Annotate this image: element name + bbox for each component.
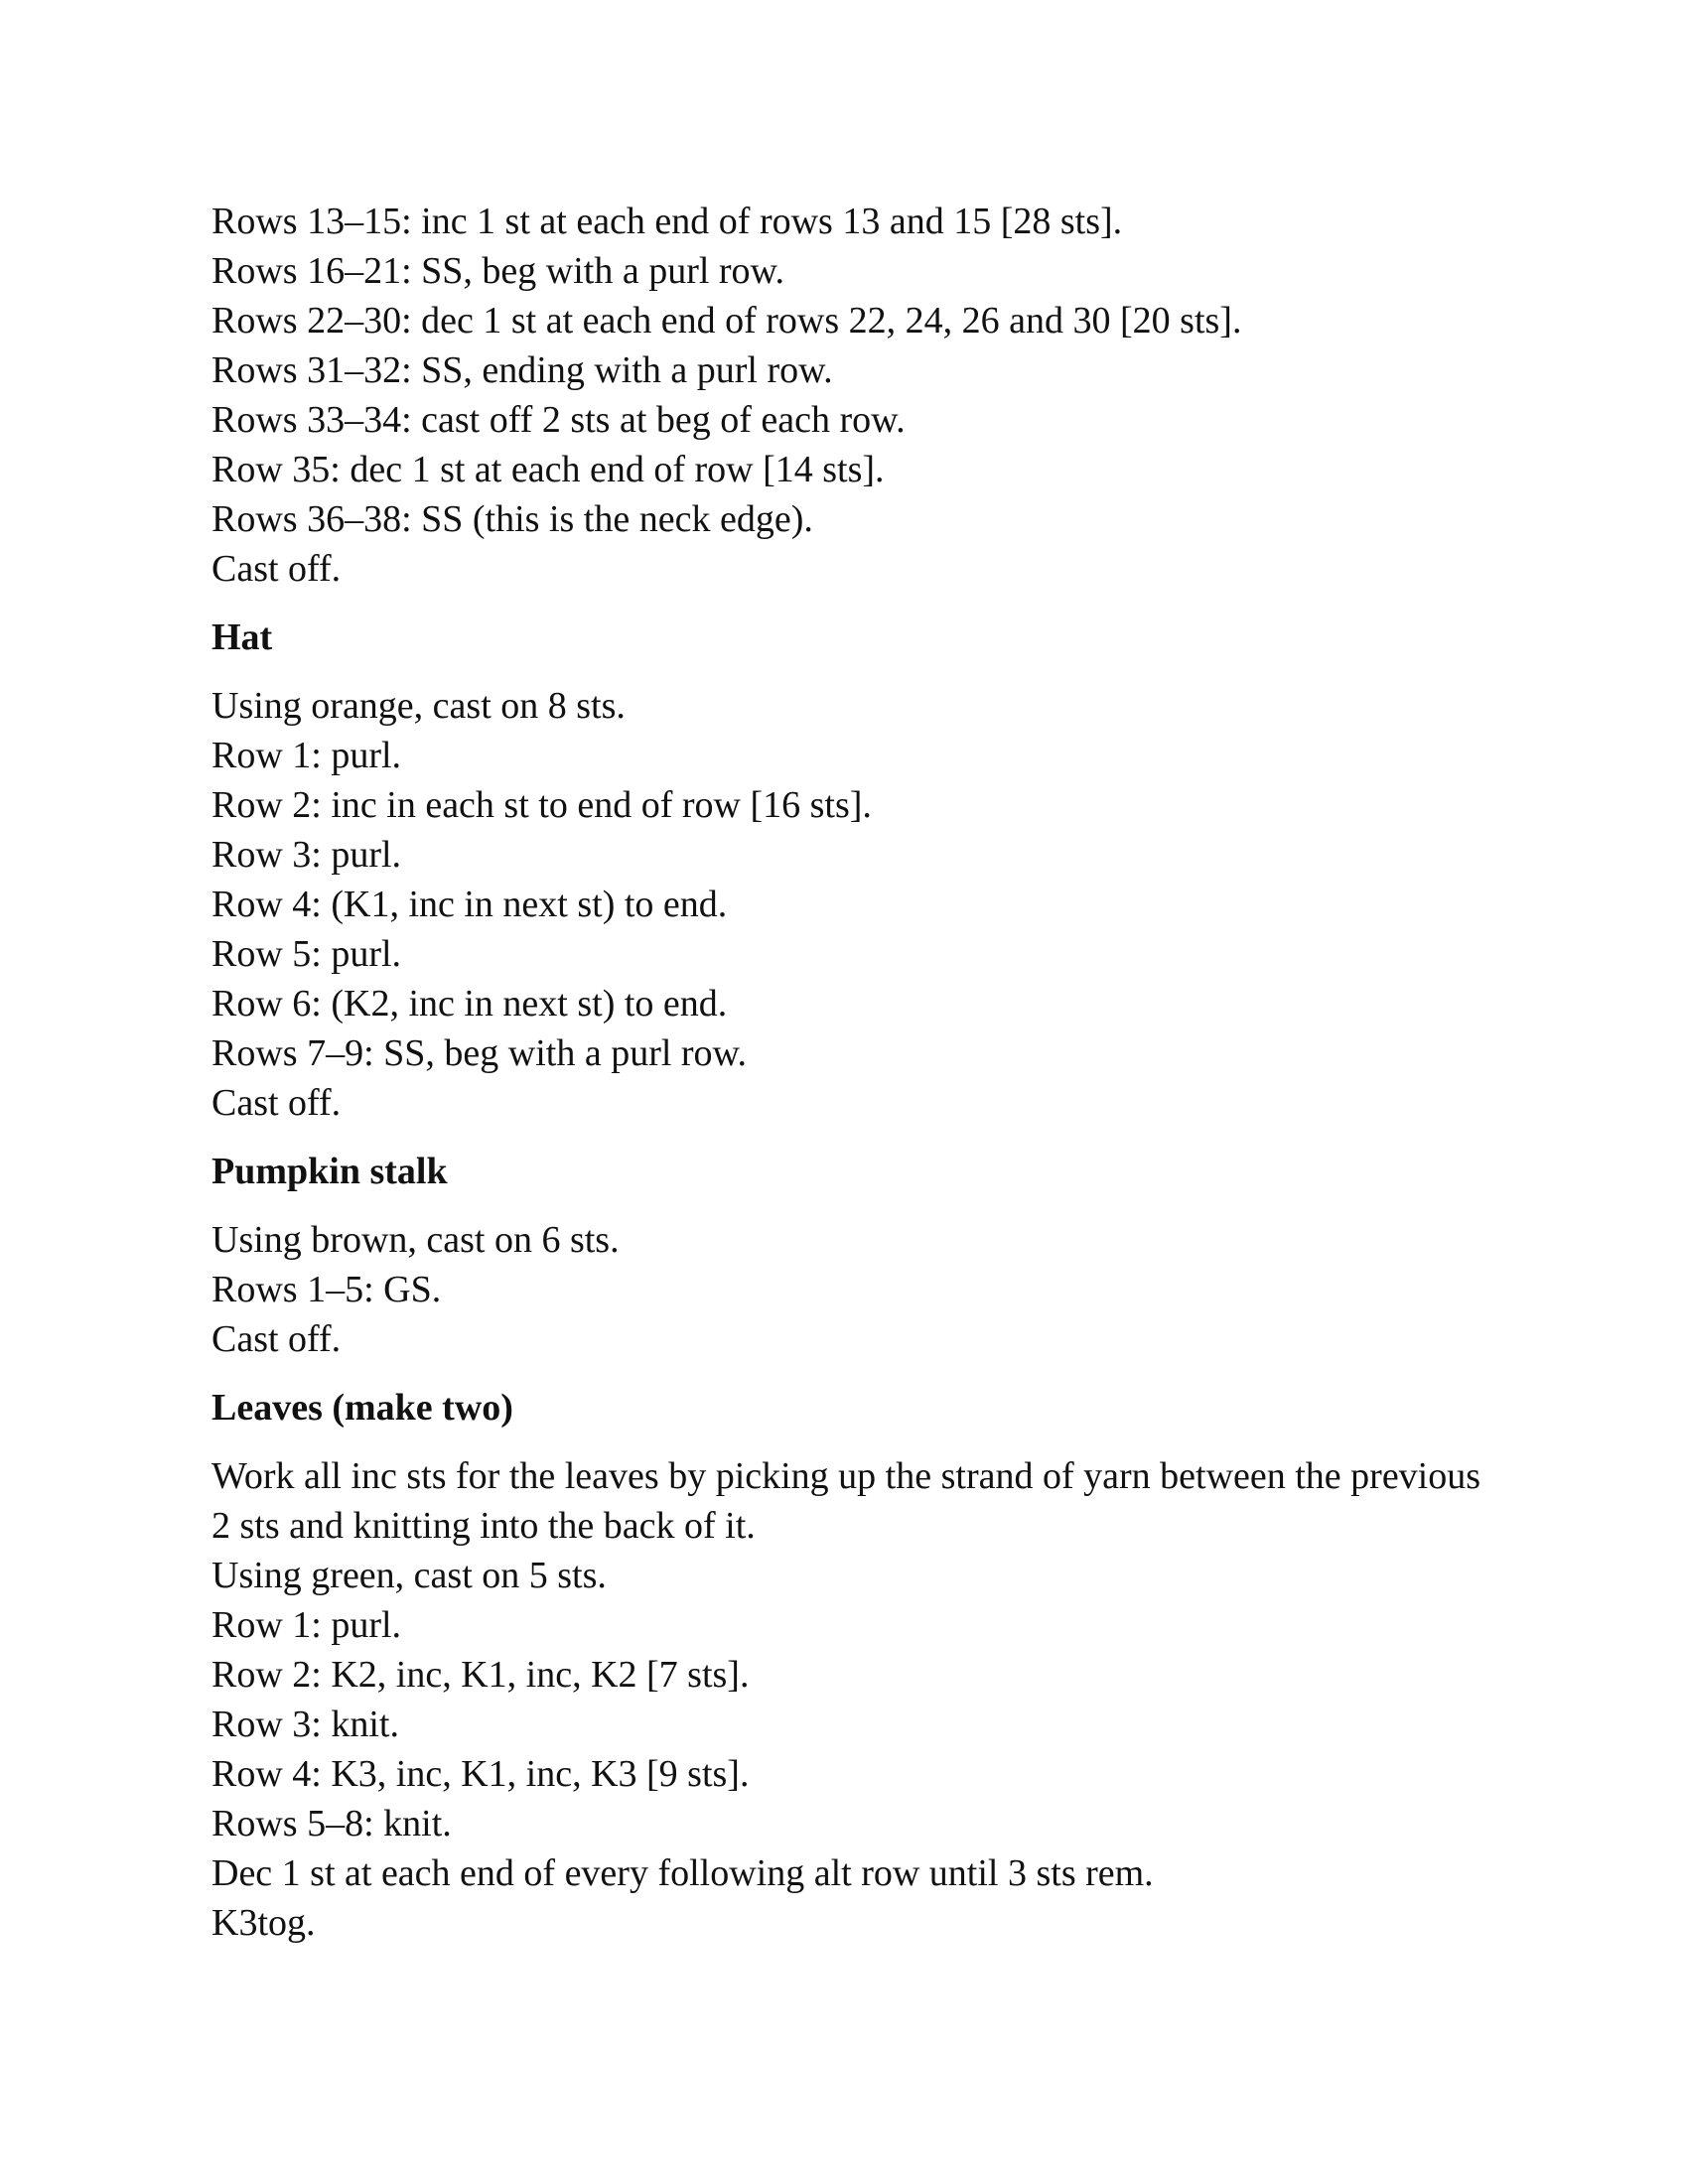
body-section bbox=[211, 197, 1502, 594]
leaves-section bbox=[211, 1383, 1502, 1948]
pattern-page bbox=[211, 197, 1502, 1948]
instruction-line: Rows 22–30: dec 1 st at each end of rows 22, 24, 26 and 30 [20 sts]. bbox=[211, 300, 1242, 341]
instruction-line: Rows 5–8: knit. bbox=[211, 1803, 452, 1844]
instruction-line: Rows 33–34: cast off 2 sts at beg of each row. bbox=[211, 399, 906, 441]
instruction-line: Row 1: purl. bbox=[211, 735, 402, 776]
instruction-line: Rows 13–15: inc 1 st at each end of rows 13 and 15 [28 sts]. bbox=[211, 201, 1123, 242]
instruction-line: Row 3: knit. bbox=[211, 1704, 399, 1745]
instruction-line: Cast off. bbox=[211, 1318, 342, 1360]
instruction-line: Row 3: purl. bbox=[211, 834, 402, 876]
hat-section bbox=[211, 613, 1502, 1128]
instruction-line: Row 4: K3, inc, K1, inc, K3 [9 sts]. bbox=[211, 1753, 750, 1795]
instruction-line: Rows 36–38: SS (this is the neck edge). bbox=[211, 498, 813, 540]
instruction-line: Using orange, cast on 8 sts. bbox=[211, 685, 626, 727]
instruction-line: Cast off. bbox=[211, 1082, 342, 1124]
instruction-line: Row 2: K2, inc, K1, inc, K2 [7 sts]. bbox=[211, 1654, 750, 1696]
instruction-line: Rows 1–5: GS. bbox=[211, 1269, 442, 1310]
instruction-line: Using green, cast on 5 sts. bbox=[211, 1555, 607, 1596]
instruction-line: Row 1: purl. bbox=[211, 1604, 402, 1646]
instruction-line: Row 35: dec 1 st at each end of row [14 sts]. bbox=[211, 449, 885, 490]
instruction-line: Rows 31–32: SS, ending with a purl row. bbox=[211, 349, 833, 391]
instruction-line: Using brown, cast on 6 sts. bbox=[211, 1219, 620, 1261]
instruction-line: Rows 7–9: SS, beg with a purl row. bbox=[211, 1032, 748, 1074]
instruction-line: K3tog. bbox=[211, 1902, 316, 1944]
instruction-line: Row 6: (K2, inc in next st) to end. bbox=[211, 983, 728, 1024]
section-heading-stalk: Pumpkin stalk bbox=[211, 1151, 448, 1192]
instruction-line: Row 2: inc in each st to end of row [16 sts]. bbox=[211, 784, 872, 826]
section-heading-leaves: Leaves (make two) bbox=[211, 1387, 513, 1429]
instruction-line: Cast off. bbox=[211, 548, 342, 590]
stalk-section bbox=[211, 1147, 1502, 1364]
section-heading-hat: Hat bbox=[211, 616, 273, 658]
instruction-line: Row 5: purl. bbox=[211, 933, 402, 975]
instruction-line: Row 4: (K1, inc in next st) to end. bbox=[211, 884, 728, 925]
instruction-line: Dec 1 st at each end of every following alt row until 3 sts rem. bbox=[211, 1852, 1154, 1894]
instruction-line: Rows 16–21: SS, beg with a purl row. bbox=[211, 250, 785, 292]
leaves-intro-paragraph: Work all inc sts for the leaves by picking up the strand of yarn between the previous 2 sts and knitting into the back of it. bbox=[211, 1455, 1481, 1547]
